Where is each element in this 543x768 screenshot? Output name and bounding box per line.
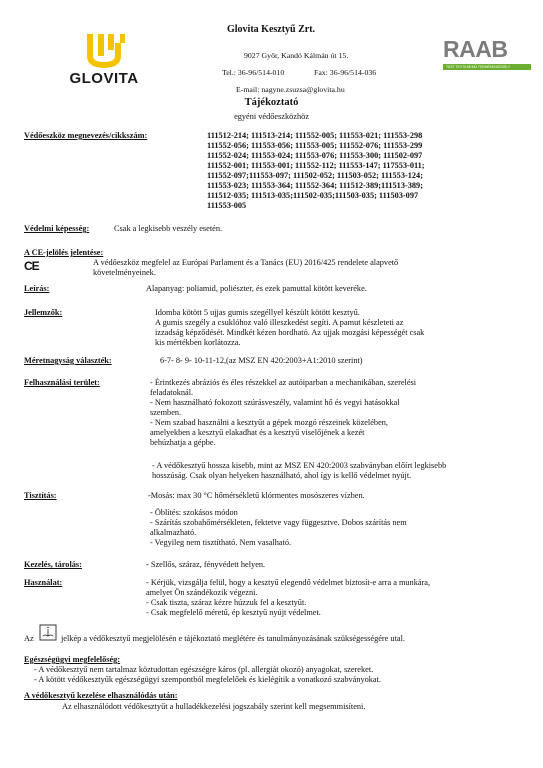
product-code-line: 111552-001; 111553-001; 111552-112; 111553-147; 117553-011; <box>207 161 425 170</box>
company-tel: Tel.: 36-96/514-010 <box>222 68 285 77</box>
egeszseg-label: Egészségügyi megfelelőség: <box>24 655 121 664</box>
hasznalat-label: Használat: <box>24 578 63 587</box>
felhasz-label: Felhasználási terület: <box>24 378 100 387</box>
az-suffix: jelkép a védőkesztyű megjelölésén e tájékoztató meglétére és tanulmányozásának szükségességére utal. <box>61 634 405 643</box>
jellemzok-text: Idomba kötött 5 ujjas gumis szegéllyel készült kötött kesztyű. A gumis szegély a csuklóhoz való illeszkedést segíti. A pamut készleteti az izzadság képződését. Mindkét kézen hordható. Az ujjak mozgási képességét csak kis mértékben korlátozza. <box>155 308 425 347</box>
kezeles-value: - Szellős, száraz, fényvédett helyen. <box>146 560 266 569</box>
page-subtitle: egyéni védőeszközhöz <box>234 112 309 121</box>
product-code-line: 111552-024; 111553-024; 111553-076; 111553-300; 111502-097 <box>207 151 423 160</box>
felhasz-extra: - A védőkesztyű hossza kisebb, mint az MSZ EN 420:2003 szabványban előírt legkisebb hosszúság. Csak olyan helyeken használható, ahol így is kellő védelmet nyújt. <box>152 461 447 480</box>
protection-label: Védelmi képesség: <box>24 224 90 233</box>
tisztitas-first: -Mosás: max 30 °C hőmérsékletű klórmentes mosószeres vízben. <box>148 491 365 500</box>
glove-logo-icon <box>64 30 144 70</box>
book-info-icon <box>39 624 59 642</box>
product-codes <box>207 131 425 211</box>
ce-text: A védőeszköz megfelel az Európai Parlament és a Tanács (EU) 2016/425 rendelete alapvető követelményeinek. <box>93 258 399 277</box>
felhasz-text: - Érintkezés abráziós és éles részekkel az autóiparban a mechanikában, szerelési feladatoknál. - Nem használható fokozott szúrásveszély, valamint hő és vegyi hatásokkal szemben. - Nem szabad használni a kesztyűt a gépek mozgó részeinek közelében, amelyekben a kesztyű elakadhat és a kesztyű viselőjének a kezét behúzhatja a gépbe. <box>150 378 417 447</box>
elhasz-value: Az elhasználódott védőkesztyűt a hulladékkezelési jogszabály szerint kell megsemmisíteni. <box>62 702 366 711</box>
meret-value: 6-7- 8- 9- 10-11-12,(az MSZ EN 420:2003+A1:2010 szerint) <box>160 356 363 365</box>
product-code-line: 111512-214; 111513-214; 111552-005; 111553-021; 111553-298 <box>207 131 423 140</box>
tisztitas-label: Tisztítás: <box>24 491 57 500</box>
egeszseg-text: - A védőkesztyű nem tartalmaz köztudottan egészségre káros (pl. allergiát okozó) anyagokat, szereket. - A kötött védőkesztyűk egészségügyi szempontból megfelelőek és kielégítik a vonatkozó szabványokat. <box>34 665 381 684</box>
leiras-label: Leírás: <box>24 284 50 293</box>
product-code-line: 111552-097;111553-097; 111502-052; 111503-052; 111553-124; <box>207 171 423 180</box>
product-label: Védőeszköz megnevezés/cikkszám: <box>24 131 148 140</box>
company-name: Glovita Kesztyű Zrt. <box>227 24 316 35</box>
company-logo <box>64 30 144 94</box>
company-email: E-mail: nagyne.zsuzsa@glovita.hu <box>236 85 345 94</box>
leiras-value: Alapanyag: poliamid, poliészter, és ezek pamuttal kötött keveréke. <box>146 284 367 293</box>
ce-mark-icon: CE <box>24 259 39 273</box>
raab-badge <box>443 36 531 76</box>
page-title: Tájékoztató <box>244 97 299 108</box>
company-fax: Fax: 36-96/514-036 <box>314 68 377 77</box>
elhasz-label: A védőkesztyű kezelése elhasználódás után: <box>24 691 178 700</box>
product-code-line: 111552-056; 111553-056; 111553-005; 111552-076; 111553-299 <box>207 141 423 150</box>
kezeles-label: Kezelés, tárolás: <box>24 560 82 569</box>
ce-label: A CE-jelölés jelentése: <box>24 248 104 257</box>
product-code-line: 111553-005 <box>207 201 247 210</box>
jellemzok-label: Jellemzők: <box>24 308 63 317</box>
hasznalat-text: - Kérjük, vizsgálja felül, hogy a kesztyű elegendő védelmet biztosít-e arra a munkára, amelyet Ön szándékozik végezni. - Csak tiszta, száraz kézre húzzuk fel a kesztyűt. - Csak megfelelő méretű, ép kesztyű nyújt védelmet. <box>146 578 431 617</box>
logo-text: GLOVITA <box>69 70 139 87</box>
raab-badge-strip: TEXT TEXTILNEMŰ TERMÉKENGEDÉLY <box>443 64 531 70</box>
protection-value: Csak a legkisebb veszély esetén. <box>114 224 223 233</box>
product-code-line: 111553-023; 111553-364; 111552-364; 111512-389;111513-389; <box>207 181 423 190</box>
raab-badge-text: RAAB <box>443 36 508 62</box>
tisztitas-text: - Öblítés: szokásos módon - Szárítás szobahőmérsékleten, fektetve vagy függesztve. Dobos szárítás nem alkalmazható. - Vegyileg nem tisztítható. Nem vasalható. <box>150 508 407 547</box>
az-prefix: Az <box>24 634 34 643</box>
company-address: 9027 Győr, Kandó Kálmán út 15. <box>244 51 349 60</box>
meret-label: Méretnagyság választék: <box>24 356 112 365</box>
product-code-line: 111512-035; 111513-035;111502-035;111503-035; 111503-097 <box>207 191 419 200</box>
